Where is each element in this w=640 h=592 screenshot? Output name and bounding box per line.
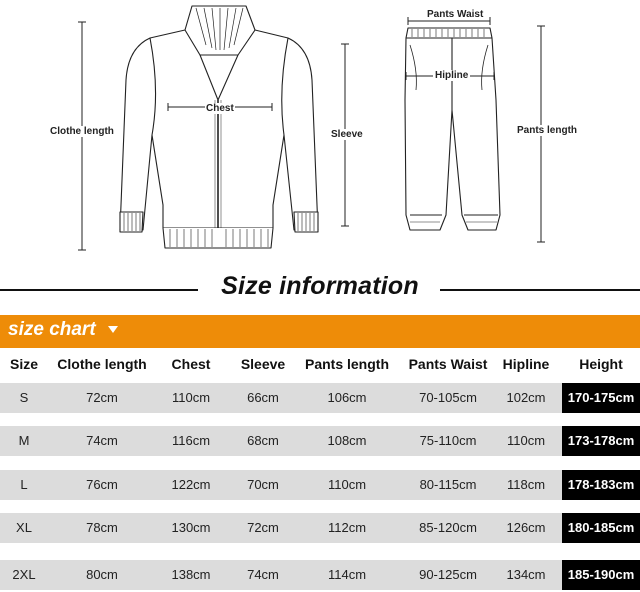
triangle-down-icon <box>108 326 118 333</box>
chest-label: Chest <box>206 103 234 114</box>
cell-pants-waist: 85-120cm <box>419 520 477 535</box>
header-height: Height <box>579 356 623 372</box>
cell-pants-length: 106cm <box>327 390 367 405</box>
cell-chest: 116cm <box>171 433 211 448</box>
size-information-heading <box>0 270 640 308</box>
cell-pants-length: 112cm <box>327 520 367 535</box>
cell-hipline: 118cm <box>506 477 546 492</box>
cell-height: 185-190cm <box>562 560 640 590</box>
hipline-label: Hipline <box>435 70 469 81</box>
cell-size: M <box>18 433 30 448</box>
header-sleeve: Sleeve <box>240 356 286 372</box>
cell-size: S <box>19 390 29 405</box>
cell-chest: 138cm <box>171 567 211 582</box>
cell-height: 173-178cm <box>562 426 640 456</box>
header-pants-waist: Pants Waist <box>408 356 488 372</box>
jacket-drawing <box>120 6 318 248</box>
cell-size: 2XL <box>12 567 36 582</box>
cell-chest: 130cm <box>171 520 211 535</box>
cell-pants-waist: 90-125cm <box>419 567 477 582</box>
cell-size: XL <box>16 520 32 535</box>
cell-pants-waist: 70-105cm <box>419 390 477 405</box>
cell-sleeve: 68cm <box>247 433 279 448</box>
cell-sleeve: 70cm <box>247 477 279 492</box>
cell-chest: 110cm <box>171 390 211 405</box>
cell-clothe-length: 80cm <box>86 567 118 582</box>
measurement-diagram <box>0 0 640 268</box>
cell-sleeve: 72cm <box>247 520 279 535</box>
cell-hipline: 110cm <box>506 433 546 448</box>
size-chart-banner <box>0 315 640 348</box>
page-title: Size information <box>221 272 419 300</box>
sleeve-label: Sleeve <box>331 129 363 140</box>
cell-hipline: 126cm <box>506 520 546 535</box>
header-hipline: Hipline <box>502 356 550 372</box>
cell-sleeve: 74cm <box>247 567 279 582</box>
cell-clothe-length: 76cm <box>86 477 118 492</box>
cell-chest: 122cm <box>171 477 211 492</box>
table-header <box>0 352 640 378</box>
header-clothe-length: Clothe length <box>57 356 147 372</box>
header-size: Size <box>9 356 38 372</box>
cell-height: 170-175cm <box>562 383 640 413</box>
cell-size: L <box>20 477 28 492</box>
pants-length-label: Pants length <box>517 125 578 136</box>
cell-height: 178-183cm <box>562 470 640 500</box>
cell-pants-waist: 80-115cm <box>419 477 477 492</box>
header-chest: Chest <box>171 356 211 372</box>
cell-pants-waist: 75-110cm <box>419 433 477 448</box>
table-row <box>0 560 640 590</box>
cell-clothe-length: 74cm <box>86 433 118 448</box>
cell-pants-length: 110cm <box>327 477 367 492</box>
cell-hipline: 102cm <box>506 390 546 405</box>
header-pants-length: Pants length <box>304 356 389 372</box>
cell-clothe-length: 78cm <box>86 520 118 535</box>
pants-drawing <box>405 28 500 230</box>
cell-clothe-length: 72cm <box>86 390 118 405</box>
clothe-length-label: Clothe length <box>50 126 114 137</box>
cell-height: 180-185cm <box>562 513 640 543</box>
table-row <box>0 513 640 543</box>
table-row <box>0 383 640 413</box>
cell-sleeve: 66cm <box>247 390 279 405</box>
cell-pants-length: 108cm <box>327 433 367 448</box>
pants-waist-label: Pants Waist <box>427 9 484 20</box>
table-row <box>0 470 640 500</box>
table-row <box>0 426 640 456</box>
cell-pants-length: 114cm <box>327 567 367 582</box>
cell-hipline: 134cm <box>506 567 546 582</box>
banner-label: size chart <box>8 319 96 340</box>
